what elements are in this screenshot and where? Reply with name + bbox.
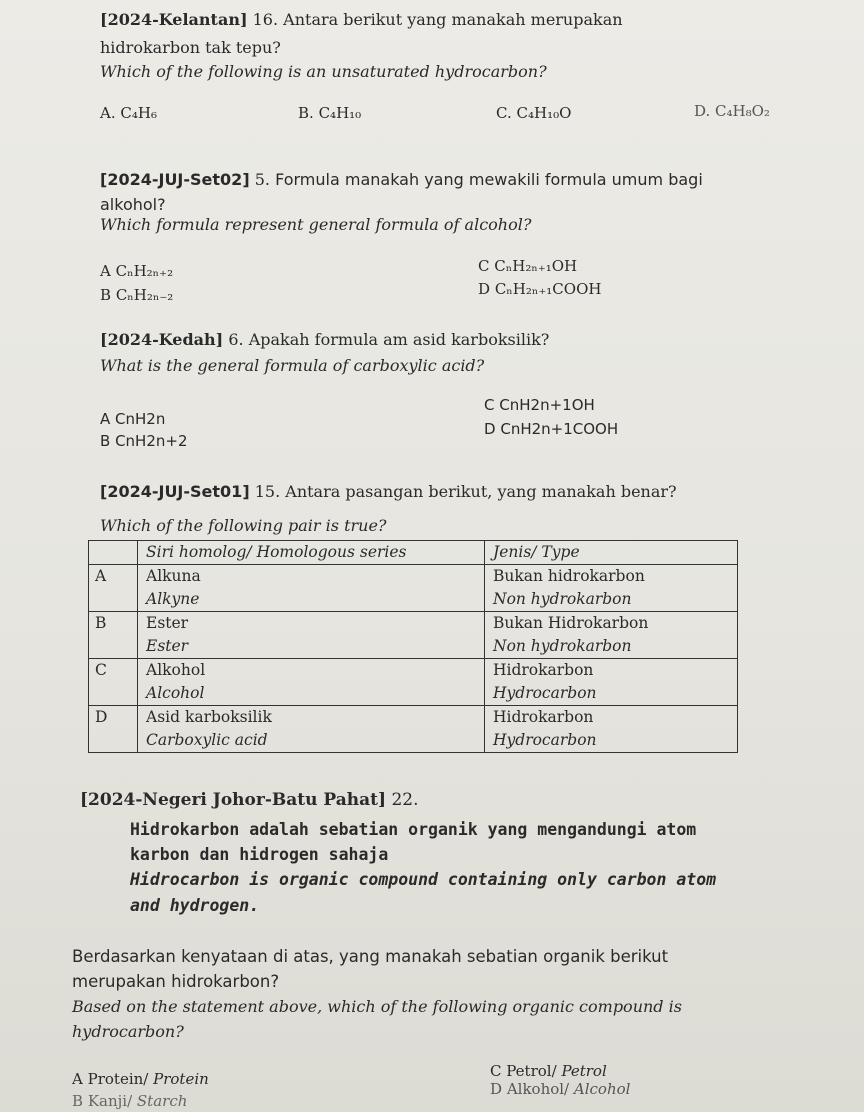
statement-malay-line-1: Hidrokarbon adalah sebatian organik yang mengandungi atom [130, 820, 697, 839]
question-6-stem: [2024-Kedah] 6. Apakah formula am asid karboksilik? [100, 330, 550, 349]
question-16-english: Which of the following is an unsaturated hydrocarbon? [100, 62, 547, 81]
question-22-stem-line-1: Berdasarkan kenyataan di atas, yang manakah sebatian organik berikut [72, 947, 669, 966]
table-header-row [89, 541, 738, 565]
option-16-a[interactable]: A. C₄H₆ [100, 104, 157, 122]
question-16-stem: [2024-Kelantan] 16. Antara berikut yang manakah merupakan [100, 10, 623, 29]
option-5-d[interactable]: D CₙH₂ₙ₊₁COOH [478, 280, 602, 298]
option-22-d[interactable]: D Alkohol/ Alcohol [490, 1080, 631, 1098]
statement-english-line-1: Hidrocarbon is organic compound containing only carbon atom [130, 870, 717, 889]
option-6-a[interactable]: A CnH2n [100, 410, 166, 428]
header-type: Jenis/ Type [485, 541, 738, 565]
option-6-c[interactable]: C CnH2n+1OH [484, 396, 595, 414]
question-5-english: Which formula represent general formula of alcohol? [100, 215, 532, 234]
question-22-header: [2024-Negeri Johor-Batu Pahat] 22. [80, 790, 419, 810]
option-22-b[interactable]: B Kanji/ Starch [72, 1092, 188, 1110]
question-22-english-line-2: hydrocarbon? [72, 1022, 184, 1041]
option-6-b[interactable]: B CnH2n+2 [100, 432, 188, 450]
option-22-c[interactable]: C Petrol/ Petrol [490, 1062, 607, 1080]
question-5-stem: [2024-JUJ-Set02] 5. Formula manakah yang mewakili formula umum bagi [100, 170, 703, 189]
option-16-d[interactable]: D. C₄H₈O₂ [694, 102, 770, 120]
question-5-stem-cont: alkohol? [100, 195, 166, 214]
option-5-b[interactable]: B CₙH₂ₙ₋₂ [100, 286, 174, 304]
question-6-english: What is the general formula of carboxylic acid? [100, 356, 485, 375]
question-15-stem: [2024-JUJ-Set01] 15. Antara pasangan berikut, yang manakah benar? [100, 482, 677, 501]
option-5-c[interactable]: C CₙH₂ₙ₊₁OH [478, 257, 578, 275]
question-22-stem-line-2: merupakan hidrokarbon? [72, 972, 280, 991]
table-row[interactable]: D Asid karboksilik Carboxylic acid Hidrokarbon Hydrocarbon [89, 706, 738, 753]
option-6-d[interactable]: D CnH2n+1COOH [484, 420, 619, 438]
option-5-a[interactable]: A CₙH₂ₙ₊₂ [100, 262, 174, 280]
statement-malay-line-2: karbon dan hidrogen sahaja [130, 845, 389, 864]
option-22-a[interactable]: A Protein/ Protein [72, 1070, 209, 1088]
option-16-c[interactable]: C. C₄H₁₀O [496, 104, 572, 122]
question-16-stem-cont: hidrokarbon tak tepu? [100, 38, 281, 57]
option-16-b[interactable]: B. C₄H₁₀ [298, 104, 362, 122]
table-row[interactable]: C Alkohol Alcohol Hidrokarbon Hydrocarbon [89, 659, 738, 706]
table-row[interactable]: B Ester Ester Bukan Hidrokarbon Non hydrokarbon [89, 612, 738, 659]
question-22-english-line-1: Based on the statement above, which of the following organic compound is [72, 997, 682, 1016]
header-series: Siri homolog/ Homologous series [138, 541, 485, 565]
statement-english-line-2: and hydrogen. [130, 896, 260, 915]
table-row[interactable]: A Alkuna Alkyne Bukan hidrokarbon Non hydrokarbon [89, 565, 738, 612]
pairs-table [88, 540, 738, 753]
question-15-english: Which of the following pair is true? [100, 516, 387, 535]
